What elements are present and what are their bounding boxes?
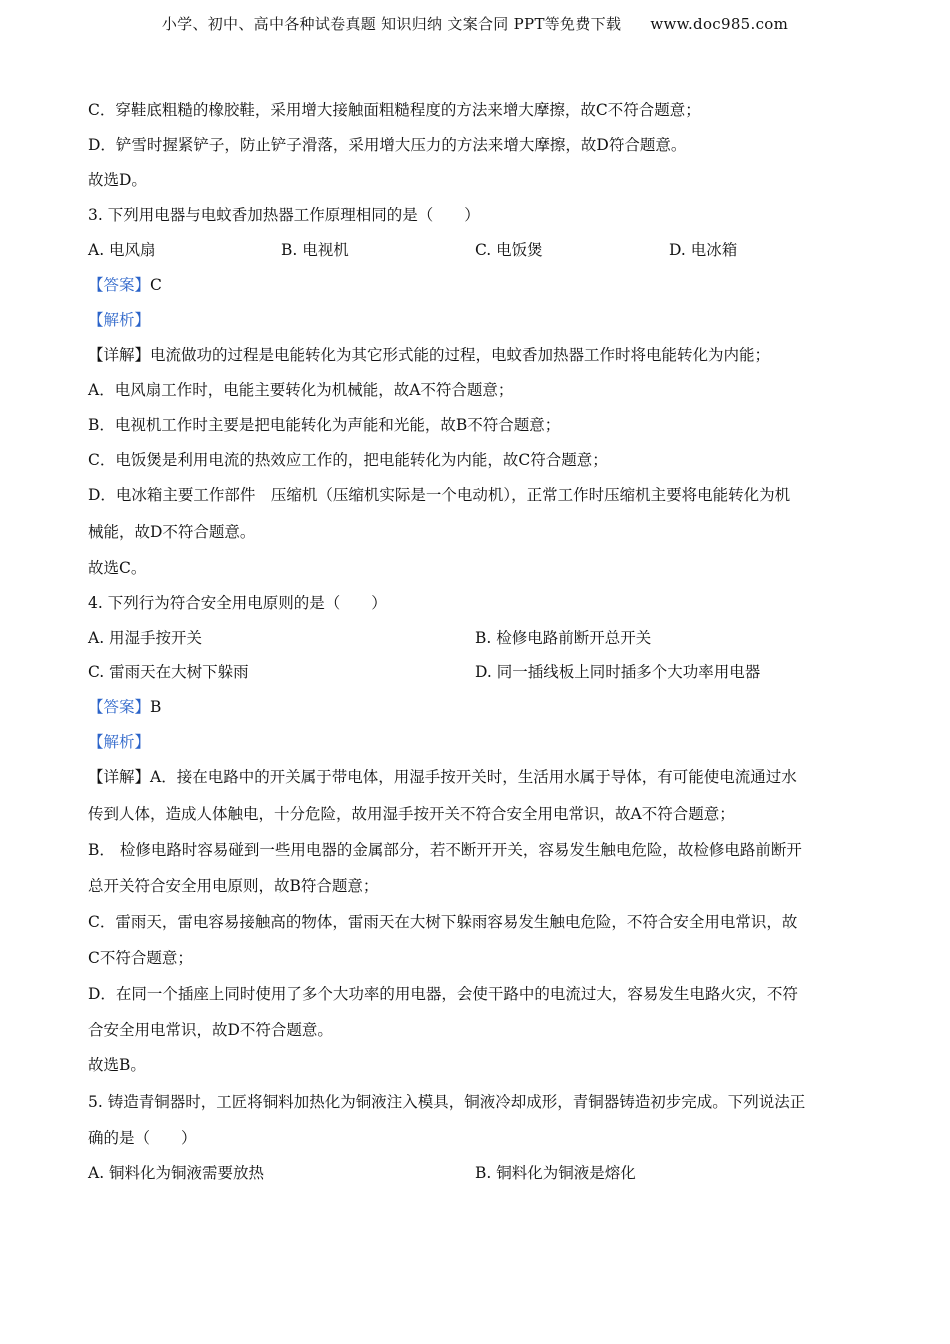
q4-analysis-line: 传到人体，造成人体触电，十分危险，故用湿手按开关不符合安全用电常识，故A不符合题意；	[88, 805, 735, 823]
answer-tag: 【答案】	[88, 276, 151, 294]
q4-detail	[88, 767, 797, 787]
q4-option-d: D. 同一插线板上同时插多个大功率用电器	[475, 663, 761, 681]
detail-text: A．接在电路中的开关属于带电体，用湿手按开关时，生活用水属于导体，有可能使电流通过水	[150, 768, 797, 786]
q4-stem: 4. 下列行为符合安全用电原则的是（ ）	[88, 594, 387, 612]
q2-option-c-analysis: C．穿鞋底粗糙的橡胶鞋，采用增大接触面粗糙程度的方法来增大摩擦，故C不符合题意；	[88, 101, 701, 119]
q5-stem-line-1: 5. 铸造青铜器时，工匠将铜料加热化为铜液注入模具，铜液冷却成形，青铜器铸造初步完成。下列说法正	[88, 1093, 806, 1111]
header-text: 小学、初中、高中各种试卷真题 知识归纳 文案合同 PPT等免费下载	[161, 15, 622, 33]
q4-analysis-line: 合安全用电常识，故D不符合题意。	[88, 1021, 333, 1039]
q4-answer	[88, 697, 161, 717]
detail-tag: 【详解】	[88, 346, 151, 364]
answer-tag: 【答案】	[88, 698, 151, 716]
q3-option-c: C. 电饭煲	[475, 241, 543, 259]
q3-conclusion: 故选C。	[88, 559, 147, 577]
q3-analysis-line: C．电饭煲是利用电流的热效应工作的，把电能转化为内能，故C符合题意；	[88, 451, 608, 469]
q5-option-a: A. 铜料化为铜液需要放热	[88, 1164, 265, 1182]
q4-analysis-line: D．在同一个插座上同时使用了多个大功率的用电器，会使干路中的电流过大，容易发生电路火灾，不符	[88, 985, 798, 1003]
q2-conclusion: 故选D。	[88, 171, 147, 189]
header-url[interactable]: www.doc985.com	[650, 15, 789, 33]
analysis-tag: 【解析】	[88, 733, 151, 751]
q3-analysis-line: 械能，故D不符合题意。	[88, 523, 256, 541]
detail-text: 电流做功的过程是电能转化为其它形式能的过程，电蚊香加热器工作时将电能转化为内能；	[150, 346, 771, 364]
q5-option-b: B. 铜料化为铜液是熔化	[475, 1164, 636, 1182]
q4-analysis-line: 总开关符合安全用电原则，故B符合题意；	[88, 877, 379, 895]
q3-analysis-line: B．电视机工作时主要是把电能转化为声能和光能，故B不符合题意；	[88, 416, 561, 434]
q3-detail	[88, 345, 770, 365]
q4-option-a: A. 用湿手按开关	[88, 629, 203, 647]
q3-analysis-line: A．电风扇工作时，电能主要转化为机械能，故A不符合题意；	[88, 381, 514, 399]
q4-conclusion: 故选B。	[88, 1056, 146, 1074]
q4-option-b: B. 检修电路前断开总开关	[475, 629, 652, 647]
answer-value: C	[150, 276, 162, 294]
q4-analysis-line: C不符合题意；	[88, 949, 193, 967]
q3-answer	[88, 275, 162, 295]
q3-option-b: B. 电视机	[281, 241, 349, 259]
analysis-tag: 【解析】	[88, 311, 151, 329]
q2-option-d-analysis: D．铲雪时握紧铲子，防止铲子滑落，采用增大压力的方法来增大摩擦，故D符合题意。	[88, 136, 687, 154]
q3-analysis-line: D．电冰箱主要工作部件 压缩机（压缩机实际是一个电动机），正常工作时压缩机主要将电能转化为机	[88, 486, 791, 504]
q4-analysis-tag	[88, 732, 150, 752]
q3-option-a: A. 电风扇	[88, 241, 156, 259]
q3-stem: 3. 下列用电器与电蚊香加热器工作原理相同的是（ ）	[88, 206, 480, 224]
q4-option-c: C. 雷雨天在大树下躲雨	[88, 663, 249, 681]
q5-stem-line-2: 确的是（ ）	[88, 1129, 197, 1147]
q3-analysis-tag	[88, 310, 150, 330]
detail-tag: 【详解】	[88, 768, 151, 786]
q3-option-d: D. 电冰箱	[669, 241, 738, 259]
q4-analysis-line: B． 检修电路时容易碰到一些用电器的金属部分，若不断开开关，容易发生触电危险，故检修电路前断开	[88, 841, 802, 859]
answer-value: B	[150, 698, 162, 716]
page-header	[0, 13, 950, 34]
q4-analysis-line: C．雷雨天，雷电容易接触高的物体，雷雨天在大树下躲雨容易发生触电危险，不符合安全用电常识，故	[88, 913, 798, 931]
